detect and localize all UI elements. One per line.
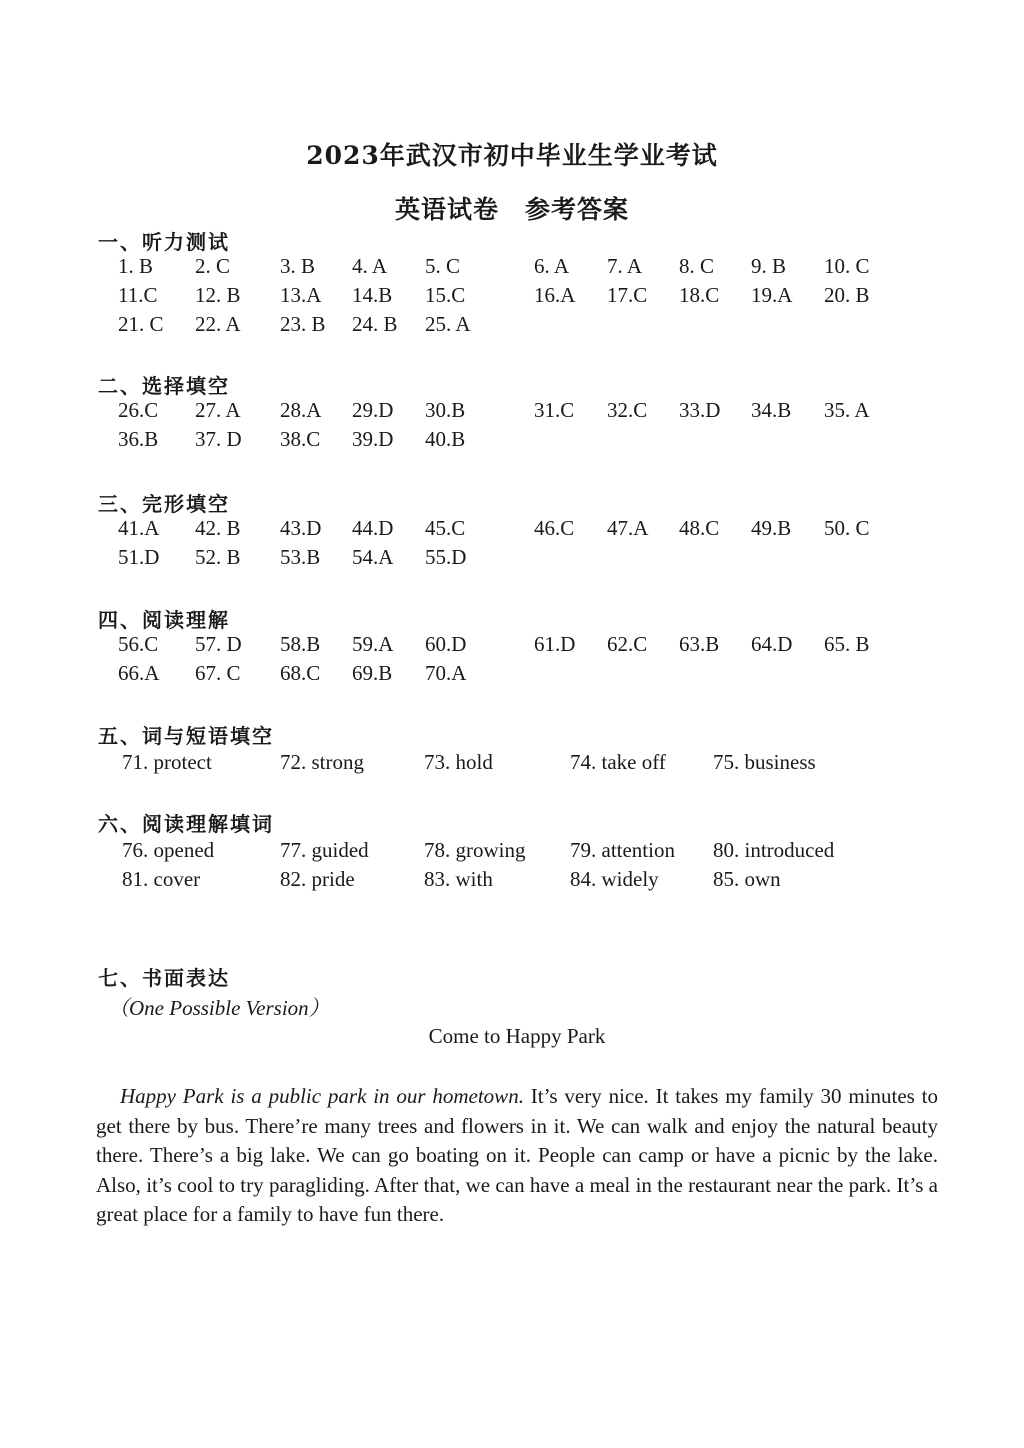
answer-item: 78. growing <box>424 838 526 862</box>
answer-item: 19.A <box>751 283 793 307</box>
answer-item: 8. C <box>679 254 715 278</box>
answer-item: 55.D <box>425 545 467 569</box>
answer-item: 11.C <box>118 283 158 307</box>
answer-item: 4. A <box>352 254 388 278</box>
answer-item: 29.D <box>352 398 394 422</box>
section-heading: 五、词与短语填空 <box>98 724 274 748</box>
answer-item: 67. C <box>195 661 241 685</box>
answer-item: 38.C <box>280 427 321 451</box>
answer-item: 13.A <box>280 283 322 307</box>
answer-row <box>98 254 958 283</box>
answer-row <box>98 661 958 690</box>
answer-item: 45.C <box>425 516 466 540</box>
answer-item: 66.A <box>118 661 160 685</box>
answer-row <box>98 867 958 896</box>
section-heading: 一、听力测试 <box>98 230 230 254</box>
answer-item: 62.C <box>607 632 648 656</box>
answer-row <box>98 398 958 427</box>
answer-item: 23. B <box>280 312 326 336</box>
answer-item: 39.D <box>352 427 394 451</box>
answer-item: 50. C <box>824 516 870 540</box>
answer-item: 17.C <box>607 283 648 307</box>
answer-item: 84. widely <box>570 867 659 891</box>
essay-body <box>96 1082 938 1230</box>
answer-item: 7. A <box>607 254 643 278</box>
answer-item: 3. B <box>280 254 316 278</box>
answer-item: 65. B <box>824 632 870 656</box>
section-heading: 三、完形填空 <box>98 492 230 516</box>
answer-item: 75. business <box>713 750 816 774</box>
section-5 <box>98 720 816 774</box>
answer-item: 37. D <box>195 427 242 451</box>
answer-item: 68.C <box>280 661 321 685</box>
version-note: （One Possible Version） <box>108 996 330 1020</box>
answer-item: 53.B <box>280 545 321 569</box>
section-heading: 六、阅读理解填词 <box>98 812 274 836</box>
answer-item: 9. B <box>751 254 787 278</box>
section-2 <box>98 370 870 451</box>
answer-row <box>98 632 958 661</box>
answer-row <box>98 838 958 867</box>
answer-item: 5. C <box>425 254 461 278</box>
answer-item: 43.D <box>280 516 322 540</box>
answer-item: 32.C <box>607 398 648 422</box>
answer-item: 15.C <box>425 283 466 307</box>
answer-item: 12. B <box>195 283 241 307</box>
section-heading: 四、阅读理解 <box>98 608 230 632</box>
answer-item: 27. A <box>195 398 241 422</box>
answer-item: 16.A <box>534 283 576 307</box>
answer-item: 51.D <box>118 545 160 569</box>
subtitle-exam: 英语试卷 <box>394 195 499 224</box>
answer-item: 26.C <box>118 398 159 422</box>
answer-item: 60.D <box>425 632 467 656</box>
section-heading: 七、书面表达 <box>98 966 230 990</box>
answer-item: 40.B <box>425 427 466 451</box>
section-3 <box>98 488 870 569</box>
answer-item: 30.B <box>425 398 466 422</box>
answer-item: 54.A <box>352 545 394 569</box>
answer-row <box>98 545 958 574</box>
answer-item: 52. B <box>195 545 241 569</box>
essay-title: Come to Happy Park <box>428 1024 606 1048</box>
answer-row <box>98 427 958 456</box>
answer-item: 58.B <box>280 632 321 656</box>
answer-item: 85. own <box>713 867 781 891</box>
answer-item: 31.C <box>534 398 575 422</box>
answer-item: 61.D <box>534 632 576 656</box>
answer-item: 28.A <box>280 398 322 422</box>
answer-item: 70.A <box>425 661 467 685</box>
answer-item: 74. take off <box>570 750 666 774</box>
answer-item: 42. B <box>195 516 241 540</box>
answer-item: 73. hold <box>424 750 493 774</box>
essay-rest: It’s very nice. It takes my family 30 minutes to get there by bus. There’re many trees and flowers in it. We can walk and enjoy the natural beauty there. There’s a big lake. We can go boating on it. People can camp or have a picnic by the lake. Also, it’s cool to try paragliding. After that, we can have a meal in the restaurant near the park. It’s a great place for a family to have fun there. <box>96 1084 938 1226</box>
answer-item: 33.D <box>679 398 721 422</box>
answer-item: 25. A <box>425 312 471 336</box>
answer-item: 82. pride <box>280 867 355 891</box>
answer-item: 2. C <box>195 254 231 278</box>
answer-item: 63.B <box>679 632 720 656</box>
writing-section <box>98 962 230 990</box>
answer-item: 36.B <box>118 427 159 451</box>
answer-item: 41.A <box>118 516 160 540</box>
answer-item: 21. C <box>118 312 164 336</box>
answer-item: 46.C <box>534 516 575 540</box>
answer-item: 6. A <box>534 254 570 278</box>
section-6 <box>98 808 835 891</box>
answer-item: 34.B <box>751 398 792 422</box>
answer-row <box>98 312 958 341</box>
essay-lead: Happy Park is a public park in our hometown. <box>120 1084 524 1108</box>
section-4 <box>98 604 870 685</box>
answer-item: 77. guided <box>280 838 369 862</box>
section-heading: 二、选择填空 <box>98 374 230 398</box>
answer-item: 83. with <box>424 867 493 891</box>
answer-item: 35. A <box>824 398 870 422</box>
answer-item: 20. B <box>824 283 870 307</box>
answer-item: 72. strong <box>280 750 364 774</box>
answer-item: 14.B <box>352 283 393 307</box>
page-subtitle <box>0 190 1024 226</box>
answer-item: 56.C <box>118 632 159 656</box>
answer-item: 79. attention <box>570 838 675 862</box>
subtitle-answers: 参考答案 <box>525 195 630 224</box>
answer-item: 47.A <box>607 516 649 540</box>
answer-item: 64.D <box>751 632 793 656</box>
answer-item: 57. D <box>195 632 242 656</box>
answer-item: 49.B <box>751 516 792 540</box>
answer-item: 80. introduced <box>713 838 835 862</box>
answer-item: 48.C <box>679 516 720 540</box>
answer-item: 22. A <box>195 312 241 336</box>
page-title: 2023年武汉市初中毕业生学业考试 <box>306 141 718 170</box>
answer-item: 18.C <box>679 283 720 307</box>
answer-item: 76. opened <box>122 838 215 862</box>
section-1 <box>98 226 870 336</box>
answer-item: 10. C <box>824 254 870 278</box>
answer-item: 69.B <box>352 661 393 685</box>
answer-item: 1. B <box>118 254 154 278</box>
answer-item: 44.D <box>352 516 394 540</box>
answer-item: 81. cover <box>122 867 201 891</box>
answer-row <box>98 283 958 312</box>
answer-item: 24. B <box>352 312 398 336</box>
answer-row <box>98 516 958 545</box>
answer-item: 59.A <box>352 632 394 656</box>
answer-item: 71. protect <box>122 750 212 774</box>
answer-row <box>98 750 958 779</box>
